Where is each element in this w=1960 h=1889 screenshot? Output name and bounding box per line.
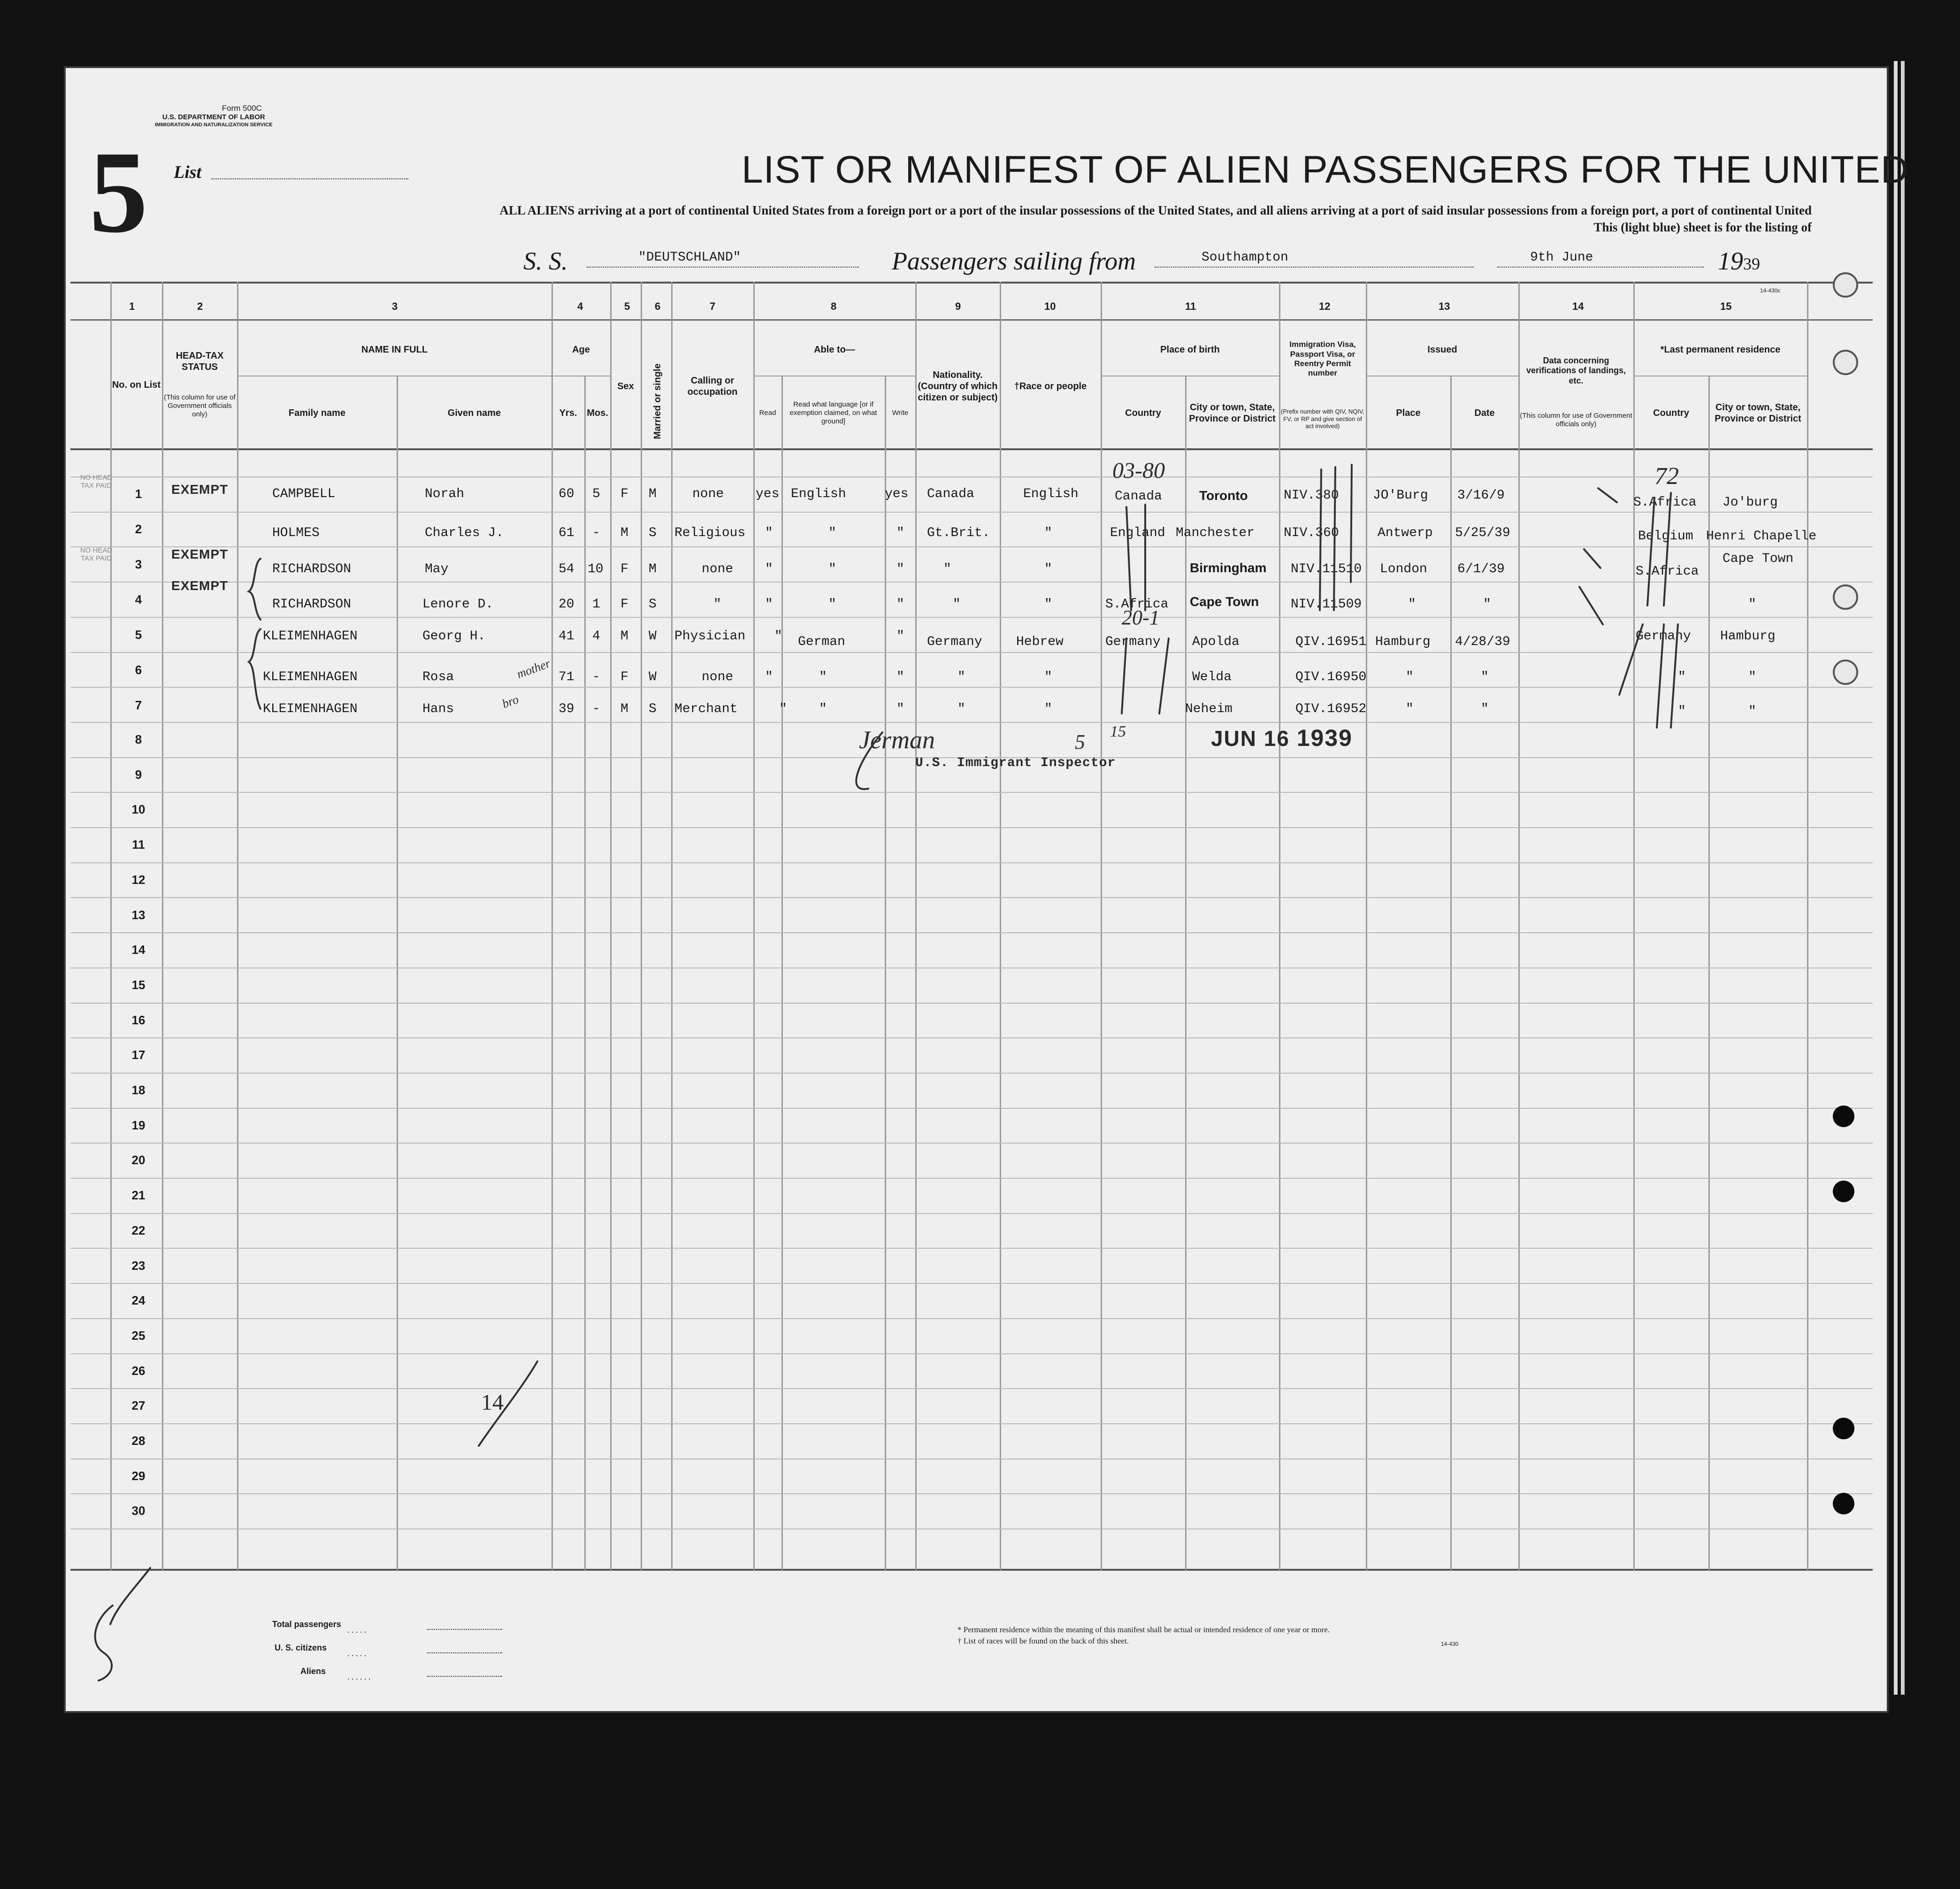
row-number: 27 <box>131 1398 145 1413</box>
header-given-name: Given name <box>447 408 501 418</box>
visa-number: QIV.16950 <box>1295 670 1367 684</box>
occupation: none <box>702 670 734 684</box>
married: W <box>649 629 657 644</box>
read-language: " <box>828 526 836 540</box>
row-number: 5 <box>135 628 142 642</box>
column-number: 9 <box>955 300 961 312</box>
row-number: 9 <box>135 768 142 782</box>
nationality: " <box>957 702 965 716</box>
column-number: 13 <box>1439 300 1450 312</box>
binder-hole <box>1833 1106 1854 1127</box>
header-residence-city: City or town, State, Province or District <box>1715 402 1801 424</box>
given-name: Charles J. <box>425 526 504 540</box>
issued-date: " <box>1483 597 1491 612</box>
residence-city: " <box>1748 670 1756 684</box>
married: S <box>649 526 657 540</box>
read-language: " <box>819 670 827 684</box>
family-name: HOLMES <box>272 526 320 540</box>
given-name: Georg H. <box>422 629 486 644</box>
occupation: Physician <box>674 629 746 644</box>
form-code: 14-430 <box>1441 1641 1459 1647</box>
header-read: Read <box>759 409 776 417</box>
row-number: 15 <box>131 978 145 992</box>
row-number: 7 <box>135 698 142 712</box>
ss-label: S. S. <box>523 247 568 275</box>
family-name: KLEIMENHAGEN <box>263 629 358 644</box>
row-number: 10 <box>131 802 145 816</box>
read: yes <box>756 487 780 501</box>
handwritten-note: 20-1 <box>1122 606 1160 629</box>
sailing-label: Passengers sailing from <box>892 247 1136 275</box>
occupation: " <box>713 597 721 612</box>
read: " <box>779 702 787 716</box>
nationality: Germany <box>927 635 982 649</box>
residence-country: " <box>1678 704 1686 719</box>
no-head-tax-stamp: NO HEAD TAX PAID <box>80 474 113 490</box>
issued-date: " <box>1481 670 1489 684</box>
head-tax-status: EXEMPT <box>171 578 229 593</box>
header-name-in-full: NAME IN FULL <box>361 345 428 355</box>
column-number: 7 <box>710 300 716 312</box>
row-number: 16 <box>131 1013 145 1027</box>
header-residence-country: Country <box>1653 408 1689 418</box>
inspector-signature: Jerman <box>859 726 935 754</box>
row-number: 20 <box>131 1153 145 1167</box>
header-visa: Immigration Visa, Passport Visa, or Reentry Permit number <box>1289 340 1356 378</box>
residence-country: S.Africa <box>1633 495 1697 510</box>
header-calling: Calling or occupation <box>687 375 738 397</box>
visa-number: NIV.360 <box>1284 526 1339 540</box>
header-birth-country: Country <box>1125 408 1161 418</box>
header-visa-note: (Prefix number with QIV, NQIV, FV, or RP and give section of act involved) <box>1280 408 1365 430</box>
issued-date: 4/28/39 <box>1455 635 1510 649</box>
write: " <box>896 629 904 644</box>
issued-place: Antwerp <box>1378 526 1433 540</box>
aliens-label: Aliens <box>300 1666 326 1676</box>
read: " <box>774 629 782 644</box>
read: " <box>765 562 773 576</box>
header-head-tax-note: (This column for use of Government officials only) <box>164 393 236 418</box>
row-number: 30 <box>131 1504 145 1518</box>
given-name: May <box>425 562 449 576</box>
us-citizens-line <box>427 1652 502 1653</box>
family-name: RICHARDSON <box>272 597 352 612</box>
total-passengers-line <box>427 1629 502 1630</box>
list-label: List <box>174 162 202 182</box>
header-birth-city: City or town, State, Province or District <box>1189 402 1276 424</box>
visa-number: NIV.11510 <box>1291 562 1362 576</box>
us-citizens-label: U. S. citizens <box>275 1643 327 1652</box>
row-number: 13 <box>131 908 145 922</box>
read-language: German <box>798 635 845 649</box>
column-number: 4 <box>577 300 583 312</box>
header-nationality: Nationality. (Country of which citizen or subject) <box>918 369 998 403</box>
birth-city: Welda <box>1192 670 1232 684</box>
age-years: 71 <box>559 670 574 684</box>
sex: F <box>620 670 628 684</box>
visa-number: NIV.380 <box>1284 488 1339 503</box>
binder-hole <box>1833 272 1858 298</box>
age-years: 20 <box>559 597 574 612</box>
sailing-port: Southampton <box>1202 250 1288 265</box>
occupation: Merchant <box>674 702 738 716</box>
age-months: 1 <box>592 597 600 612</box>
occupation: none <box>692 487 724 501</box>
sex: M <box>620 702 628 716</box>
race: " <box>1044 597 1052 612</box>
married: S <box>649 702 657 716</box>
header-data-note: (This column for use of Government officials only) <box>1520 412 1632 428</box>
row-number: 6 <box>135 663 142 677</box>
handwritten-5: 5 <box>1075 730 1085 753</box>
column-number: 2 <box>197 300 203 312</box>
row-number: 22 <box>131 1223 145 1237</box>
race: English <box>1023 487 1079 501</box>
family-name: CAMPBELL <box>272 487 336 501</box>
read: " <box>765 597 773 612</box>
header-issued: Issued <box>1427 345 1457 355</box>
header-write: Write <box>892 409 909 417</box>
column-number: 10 <box>1044 300 1056 312</box>
handwritten-72: 72 <box>1654 463 1679 490</box>
dots: . . . . . <box>347 1625 367 1635</box>
row-number: 19 <box>131 1118 145 1132</box>
sex: M <box>620 629 628 644</box>
total-passengers-label: Total passengers <box>272 1620 341 1629</box>
header-data-concerning: Data concerning verifications of landings, etc. <box>1526 355 1626 385</box>
race: " <box>1044 526 1052 540</box>
age-months: 5 <box>592 487 600 501</box>
row-number: 8 <box>135 732 142 746</box>
age-months: 10 <box>588 562 604 576</box>
issued-date: " <box>1481 702 1489 716</box>
subtitle-line2: This (light blue) sheet is for the listing of <box>1593 220 1812 235</box>
visa-number: QIV.16952 <box>1295 702 1367 716</box>
dots: . . . . . . <box>347 1672 371 1682</box>
read-language: " <box>819 702 827 716</box>
row-number: 25 <box>131 1328 145 1343</box>
sex: F <box>620 487 628 501</box>
column-number: 1 <box>129 300 135 312</box>
issued-place: London <box>1380 562 1427 576</box>
residence-country: Germany <box>1636 629 1691 644</box>
visa-number: QIV.16951 <box>1295 635 1367 649</box>
column-number: 6 <box>655 300 661 312</box>
head-tax-status: EXEMPT <box>171 482 229 497</box>
row-number: 14 <box>131 943 145 957</box>
header-head-tax: HEAD-TAX STATUS <box>176 351 224 372</box>
age-months: - <box>592 702 600 716</box>
form-id: Form 500C <box>222 104 262 113</box>
header-no-on-list: No. on List <box>112 380 161 390</box>
write: " <box>896 670 904 684</box>
header-race: †Race or people <box>1014 381 1087 392</box>
handwritten-note: 03-80 <box>1112 458 1165 483</box>
binder-hole <box>1833 1418 1854 1439</box>
header-months: Mos. <box>587 408 608 418</box>
nationality: " <box>943 562 951 576</box>
occupation: Religious <box>674 526 746 540</box>
binder-hole <box>1833 1493 1854 1514</box>
service-name: IMMIGRATION AND NATURALIZATION SERVICE <box>155 122 273 128</box>
binder-hole <box>1833 1181 1854 1202</box>
issued-place: " <box>1406 670 1414 684</box>
sex: F <box>620 597 628 612</box>
age-months: - <box>592 526 600 540</box>
race: " <box>1044 670 1052 684</box>
column-number: 11 <box>1185 300 1196 312</box>
family-name: KLEIMENHAGEN <box>263 670 358 684</box>
issued-date: 3/16/9 <box>1457 488 1505 503</box>
birth-country: Germany <box>1105 635 1161 649</box>
residence-country: S.Africa <box>1636 564 1699 579</box>
header-married: Married or single <box>652 363 663 439</box>
row-number: 4 <box>135 592 142 607</box>
write: " <box>896 702 904 716</box>
column-number: 12 <box>1319 300 1331 312</box>
issued-place: " <box>1408 597 1416 612</box>
birth-city: Toronto <box>1199 488 1248 503</box>
residence-city: Jo'burg <box>1723 495 1778 510</box>
race: " <box>1044 562 1052 576</box>
footnotes <box>957 1624 1330 1647</box>
residence-country: " <box>1678 670 1686 684</box>
read-language: " <box>828 562 836 576</box>
sex: F <box>620 562 628 576</box>
race: " <box>1044 702 1052 716</box>
given-name: Hans <box>422 702 454 716</box>
column-number: 5 <box>624 300 630 312</box>
department-name: U.S. DEPARTMENT OF LABOR <box>162 113 265 122</box>
relation-note: bro <box>500 692 521 711</box>
column-number: 14 <box>1572 300 1584 312</box>
no-head-tax-stamp: NO HEAD TAX PAID <box>80 546 113 562</box>
residence-city: Hamburg <box>1720 629 1776 644</box>
write: " <box>896 562 904 576</box>
read-language: English <box>791 487 846 501</box>
row-number: 12 <box>131 873 145 887</box>
married: W <box>649 670 657 684</box>
age-years: 39 <box>559 702 574 716</box>
header-sex: Sex <box>617 381 634 392</box>
birth-country: England <box>1110 526 1165 540</box>
header-issued-date: Date <box>1474 408 1495 418</box>
row-number: 3 <box>135 557 142 571</box>
issued-date: 5/25/39 <box>1455 526 1510 540</box>
row-number: 18 <box>131 1083 145 1097</box>
given-name: Lenore D. <box>422 597 494 612</box>
header-years: Yrs. <box>559 408 577 418</box>
handwritten-15: 15 <box>1110 723 1126 740</box>
given-name: Norah <box>425 487 465 501</box>
sailing-date: 9th June <box>1530 250 1593 265</box>
sex: M <box>620 526 628 540</box>
visa-number: NIV.11509 <box>1291 597 1362 612</box>
binder-hole <box>1833 350 1858 375</box>
age-years: 41 <box>559 629 574 644</box>
birth-city: Birmingham <box>1190 561 1267 575</box>
column-number: 3 <box>392 300 398 312</box>
residence-city: " <box>1748 704 1756 719</box>
birth-city: Apolda <box>1192 635 1240 649</box>
issued-place: Hamburg <box>1375 635 1431 649</box>
footnote-races: † List of races will be found on the back of this sheet. <box>957 1636 1129 1645</box>
header-place-of-birth: Place of birth <box>1160 345 1220 355</box>
date-stamp: JUN 16 1939 <box>1211 725 1353 751</box>
subtitle-line1: arriving at a port of continental United States from a foreign port or a port of the insular possessions of the United States, and all aliens arriving at a port of said insular possessions from a foreign port, a port of continental United <box>577 203 1812 217</box>
birth-city: Neheim <box>1185 702 1233 716</box>
header-able-to: Able to— <box>814 345 855 355</box>
subtitle-lead: ALL ALIENS <box>499 203 575 217</box>
residence-city: " <box>1748 597 1756 612</box>
issued-date: 6/1/39 <box>1457 562 1505 576</box>
occupation: none <box>702 562 734 576</box>
family-name: RICHARDSON <box>272 562 352 576</box>
age-years: 54 <box>559 562 574 576</box>
read-language: " <box>828 597 836 612</box>
family-name: KLEIMENHAGEN <box>263 702 358 716</box>
residence-city: Henri Chapelle <box>1706 529 1817 544</box>
head-tax-status: EXEMPT <box>171 547 229 561</box>
race: Hebrew <box>1016 635 1064 649</box>
header-issued-place: Place <box>1396 408 1421 418</box>
write: " <box>896 597 904 612</box>
row-number: 23 <box>131 1259 145 1273</box>
header-age: Age <box>572 345 590 355</box>
aliens-line <box>427 1676 502 1677</box>
residence-city: Cape Town <box>1723 552 1794 566</box>
row-number: 26 <box>131 1364 145 1378</box>
binder-hole <box>1833 584 1858 610</box>
read: " <box>765 670 773 684</box>
write: " <box>896 526 904 540</box>
row-number: 17 <box>131 1048 145 1062</box>
year-label: 1939 <box>1718 247 1760 275</box>
given-name: Rosa <box>422 670 454 684</box>
total-count: 14 <box>481 1390 504 1415</box>
nationality: Gt.Brit. <box>927 526 990 540</box>
age-years: 61 <box>559 526 574 540</box>
column-number: 15 <box>1720 300 1732 312</box>
row-number: 11 <box>132 837 145 852</box>
row-number: 21 <box>131 1188 145 1202</box>
issued-place: " <box>1406 702 1414 716</box>
age-years: 60 <box>559 487 574 501</box>
inspector-label: U.S. Immigrant Inspector <box>915 756 1116 770</box>
age-months: - <box>592 670 600 684</box>
married: M <box>649 487 657 501</box>
relation-note: mother <box>515 656 552 681</box>
residence-country: Belgium <box>1638 529 1693 544</box>
write: yes <box>885 487 909 501</box>
row-number: 1 <box>135 487 142 501</box>
sheet-number: 5 <box>89 127 148 257</box>
row-number: 24 <box>131 1293 145 1307</box>
age-months: 4 <box>592 629 600 644</box>
nationality: " <box>957 670 965 684</box>
read: " <box>765 526 773 540</box>
married: M <box>649 562 657 576</box>
binder-hole <box>1833 660 1858 685</box>
row-number: 29 <box>131 1469 145 1483</box>
birth-country: Canada <box>1115 489 1162 504</box>
column-number: 8 <box>831 300 837 312</box>
issued-place: JO'Burg <box>1373 488 1428 503</box>
header-read-language: Read what language [or if exemption claimed, on what ground] <box>789 400 877 425</box>
birth-country: S.Africa <box>1105 597 1169 612</box>
dots: . . . . . <box>347 1649 367 1658</box>
birth-city: Manchester <box>1176 526 1255 540</box>
header-last-residence: *Last permanent residence <box>1660 345 1781 355</box>
form-code-top: 14-430c <box>1760 287 1781 294</box>
birth-city: Cape Town <box>1190 594 1259 609</box>
row-number: 28 <box>131 1434 145 1448</box>
ship-name: "DEUTSCHLAND" <box>638 250 741 265</box>
married: S <box>649 597 657 612</box>
nationality: " <box>953 597 961 612</box>
footnote-residence: * Permanent residence within the meaning of this manifest shall be actual or intended residence of one year or more. <box>957 1625 1330 1634</box>
header-family-name: Family name <box>288 408 346 418</box>
nationality: Canada <box>927 487 974 501</box>
row-number: 2 <box>135 522 142 536</box>
page-title: LIST OR MANIFEST OF ALIEN PASSENGERS FOR THE UNITED <box>742 148 1909 191</box>
